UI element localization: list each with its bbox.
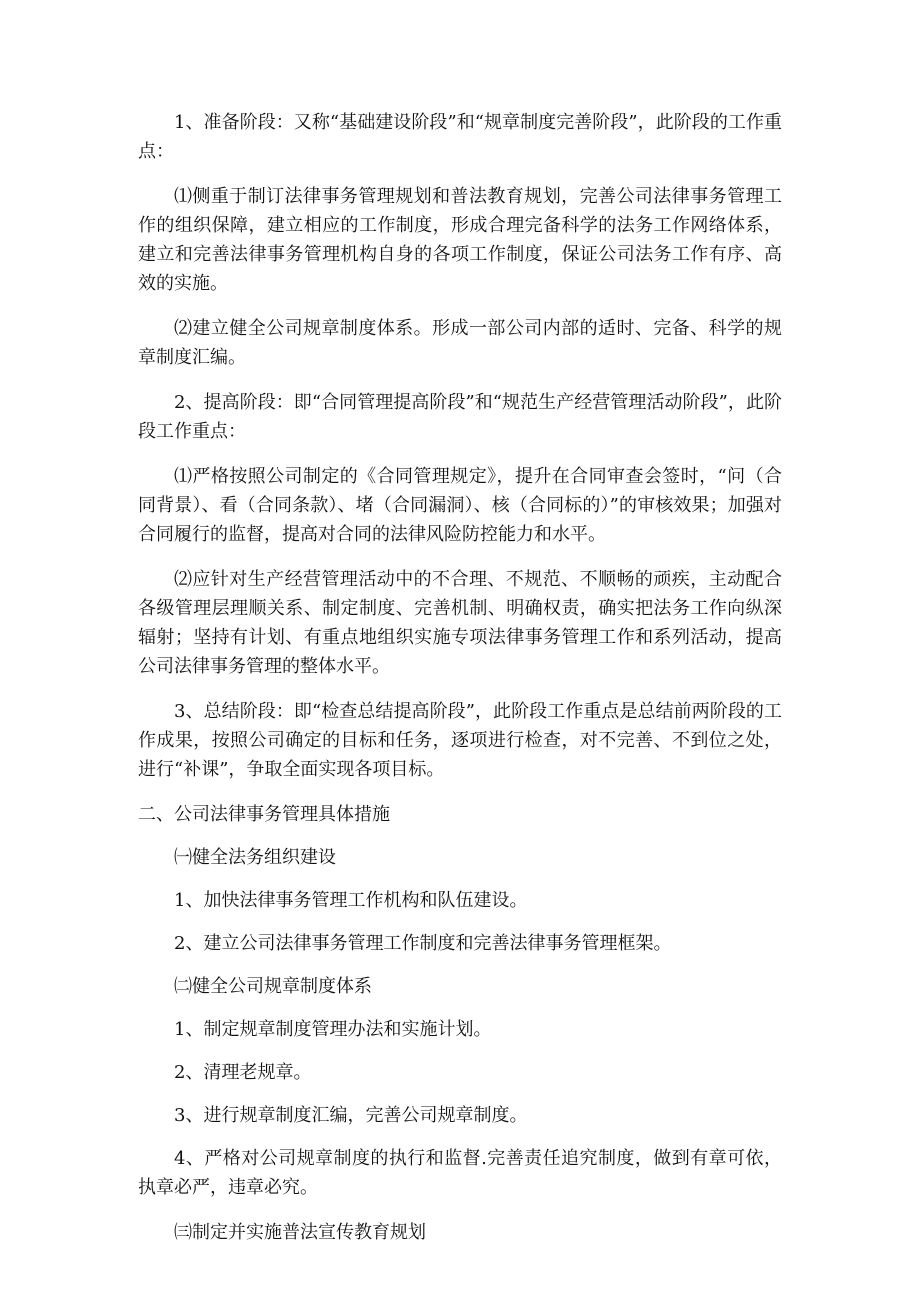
list-item-organization-2: 2、建立公司法律事务管理工作制度和完善法律事务管理框架。 — [174, 933, 672, 954]
paragraph-stage-3: 3、总结阶段：即“检查总结提高阶段”，此阶段工作重点是总结前两阶段的工作成果，按照公司确定的目标和任务，逐项进行检查，对不完善、不到位之处，进行“补课”，争取全面实现各项目标。 — [138, 701, 782, 780]
paragraph-stage-1-item-2: ⑵建立健全公司规章制度体系。形成一部公司内部的适时、完备、科学的规章制度汇编。 — [138, 318, 782, 368]
paragraph-stage-2-item-2: ⑵应针对生产经营管理活动中的不合理、不规范、不顺畅的顽疾，主动配合各级管理层理顺关系、制定制度、完善机制、明确权责，确实把法务工作向纵深辐射；坚持有计划、有重点地组织实施专项法律事务管理工作和系列活动，提高公司法律事务管理的整体水平。 — [138, 569, 782, 677]
paragraph-stage-2-item-1: ⑴严格按照公司制定的《合同管理规定》，提升在合同审查会签时，“问（合同背景）、看（合同条款）、堵（合同漏洞）、核（合同标的）”的审核效果；加强对合同履行的监督，提高对合同的法律风险防控能力和水平。 — [138, 466, 782, 545]
list-item-regulation-4: 4、严格对公司规章制度的执行和监督.完善责任追究制度，做到有章可依，执章必严，违章必究。 — [138, 1148, 782, 1198]
paragraph-stage-1-item-1: ⑴侧重于制订法律事务管理规划和普法教育规划，完善公司法律事务管理工作的组织保障，建立相应的工作制度，形成合理完备科学的法务工作网络体系，建立和完善法律事务管理机构自身的各项工作制度，保证公司法务工作有序、高效的实施。 — [138, 186, 782, 294]
list-item-organization-1: 1、加快法律事务管理工作机构和队伍建设。 — [174, 890, 528, 911]
list-item-regulation-2: 2、清理老规章。 — [174, 1062, 312, 1083]
subheading-legal-education: ㈢制定并实施普法宣传教育规划 — [174, 1222, 426, 1243]
paragraph-stage-2: 2、提高阶段：即“合同管理提高阶段”和“规范生产经营管理活动阶段”，此阶段工作重点： — [138, 392, 782, 442]
document-body — [138, 108, 782, 1261]
section-heading-measures: 二、公司法律事务管理具体措施 — [138, 804, 390, 825]
subheading-regulation-system: ㈡健全公司规章制度体系 — [174, 976, 372, 997]
paragraph-stage-1: 1、准备阶段：又称“基础建设阶段”和“规章制度完善阶段”，此阶段的工作重点： — [138, 112, 782, 162]
list-item-regulation-3: 3、进行规章制度汇编，完善公司规章制度。 — [174, 1105, 528, 1126]
list-item-regulation-1: 1、制定规章制度管理办法和实施计划。 — [174, 1019, 492, 1040]
subheading-legal-organization: ㈠健全法务组织建设 — [174, 847, 336, 868]
